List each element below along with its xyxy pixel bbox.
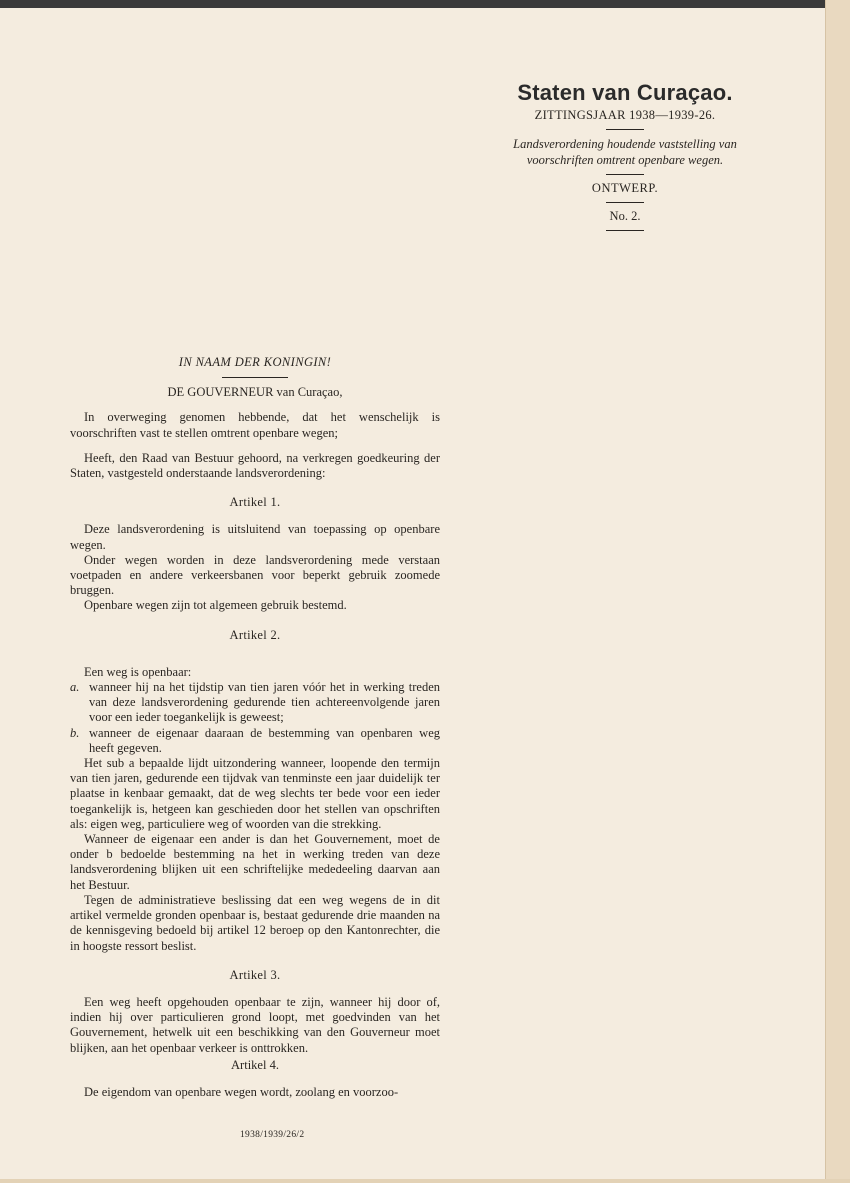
- document-header: [480, 80, 770, 237]
- page-edge-strip: [825, 0, 850, 1183]
- divider: [606, 230, 644, 231]
- divider: [606, 174, 644, 175]
- article-3-paragraph: Een weg heeft opgehouden openbaar te zijn, wanneer hij door of, indien hij over particulieren grond loopt, met goedvinden van het Gouvernement, hetwelk uit een beschikking van den Gouverneur moet blijken, aan het openbaar verkeer is onttrokken.: [70, 994, 440, 1055]
- divider: [222, 377, 288, 378]
- spacer: [70, 400, 440, 410]
- article-4-heading: Artikel 4.: [231, 1057, 279, 1072]
- print-code: 1938/1939/26/2: [240, 1130, 305, 1140]
- article-4-paragraph: De eigendom van openbare wegen wordt, zoolang en voorzoo-: [84, 1084, 399, 1099]
- article-2-paragraph: Tegen de administratieve beslissing dat een weg wegens de in dit artikel vermelde gronden openbaar is, bestaat gedurende drie maanden na de kennisgeving bedoeld bij artikel 12 beroep op den Kantonrechter, die in hoogste ressort beslist.: [70, 892, 440, 953]
- body-column: [70, 355, 440, 1100]
- consideration-paragraph: In overweging genomen hebbende, dat het wenschelijk is voorschriften vast te stellen omtrent openbare wegen;: [70, 410, 440, 440]
- list-item-text: wanneer hij na het tijdstip van tien jaren vóór het in werking treden van deze landsverordening gedurende tien achtereenvolgende jaren voor een ieder toegankelijk is geweest;: [89, 680, 440, 725]
- document-number: No. 2.: [609, 209, 641, 223]
- list-label: a.: [70, 680, 80, 695]
- governor-line: DE GOUVERNEUR van Curaçao,: [167, 385, 343, 400]
- spacer: [70, 655, 440, 665]
- article-2-heading: Artikel 2.: [229, 627, 281, 642]
- article-2-intro: Een weg is openbaar:: [84, 664, 192, 679]
- list-item-a: [70, 680, 440, 726]
- article-2-paragraph: Wanneer de eigenaar een ander is dan het Gouvernement, moet de onder b bedoelde bestemming na het in werking treden van deze landsverordening blijken uit een schriftelijke mededeeling daarvan aan het Bestuur.: [70, 832, 440, 892]
- article-1-paragraph: Openbare wegen zijn tot algemeen gebruik bestemd.: [84, 598, 347, 613]
- scan-top-edge: [0, 0, 850, 8]
- article-2-paragraph: Het sub a bepaalde lijdt uitzondering wanneer, loopende den termijn van tien jaren, gedurende een tijdvak van tenminste een jaar duidelijk ter plaatse in kenbaar gemaakt, dat de weg slechts ter bede voor een ieder toegankelijk is, hetgeen kan geschieden door het stellen van opschriften als: eigen weg, particuliere weg of woorden van die strekking.: [70, 756, 440, 831]
- session-year: ZITTINGSJAAR 1938—1939-26.: [534, 108, 716, 122]
- document-subject: Landsverordening houdende vaststelling van voorschriften omtrent openbare wegen.: [513, 137, 737, 167]
- list-item-text: wanneer de eigenaar daaraan de bestemming van openbaren weg heeft gegeven.: [89, 725, 440, 755]
- document-title: Staten van Curaçao.: [517, 80, 733, 105]
- invocation: IN NAAM DER KONINGIN!: [178, 355, 332, 369]
- article-1-paragraph: Onder wegen worden in deze landsverordening mede verstaan voetpaden en andere verkeersbanen voor beperkt gebruik zoomede bruggen.: [70, 552, 440, 598]
- list-label: b.: [70, 725, 80, 740]
- spacer: [70, 441, 440, 451]
- article-1-heading: Artikel 1.: [229, 495, 281, 510]
- article-3-heading: Artikel 3.: [229, 967, 281, 982]
- divider: [606, 202, 644, 203]
- hearing-paragraph: Heeft, den Raad van Bestuur gehoord, na verkregen goedkeuring der Staten, vastgesteld onderstaande landsverordening:: [70, 450, 440, 481]
- article-1-paragraph: Deze landsverordening is uitsluitend van toepassing op openbare wegen.: [70, 522, 440, 552]
- draft-label: ONTWERP.: [591, 181, 659, 195]
- divider: [606, 129, 644, 130]
- list-item-b: [70, 726, 440, 756]
- scan-bottom-edge: [0, 1179, 850, 1183]
